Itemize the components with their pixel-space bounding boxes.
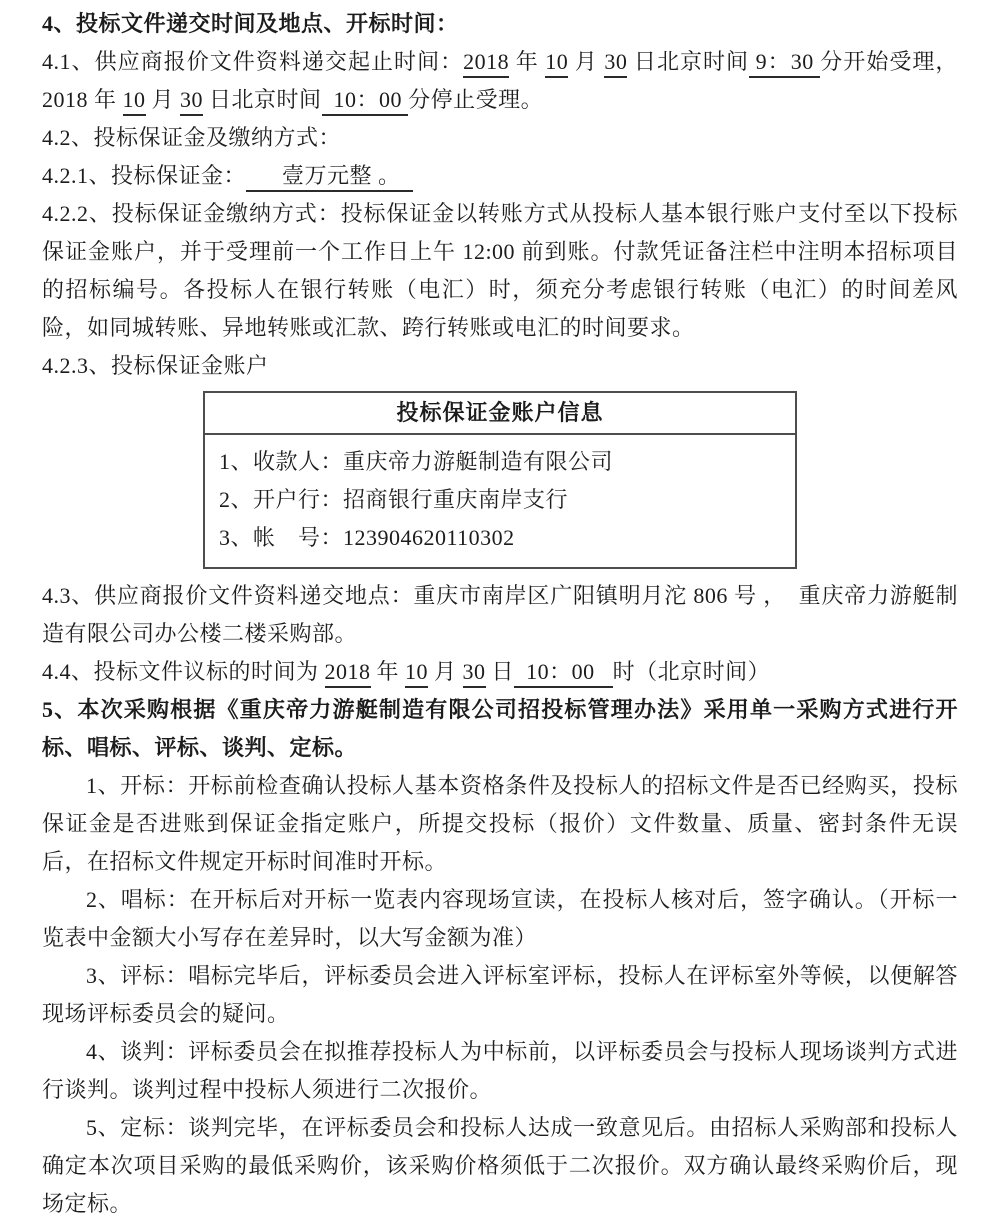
text-run: 4.2.1、投标保证金： — [42, 163, 247, 188]
underlined-fill-in: 30 — [463, 659, 486, 688]
text-run: 4.2.3、投标保证金账户 — [42, 353, 269, 378]
text-run: 4.2、投标保证金及缴纳方式： — [42, 125, 342, 150]
text-run: 分开始受理，2018 年 — [42, 49, 958, 112]
para-4-4 — [42, 653, 958, 691]
text-run: 月 — [568, 49, 605, 74]
deposit-account-table — [203, 391, 797, 569]
underlined-fill-in: 10 — [123, 87, 146, 116]
underlined-fill-in: 壹万元整 。 — [246, 163, 413, 192]
para-4-2 — [42, 119, 958, 157]
underlined-fill-in: 10：00 — [514, 659, 613, 688]
text-run: 月 — [145, 87, 181, 112]
heading-section-4 — [42, 5, 958, 43]
text-run: 4.4、投标文件议标的时间为 — [42, 659, 325, 684]
para-4-2-3 — [42, 347, 958, 385]
text-run: 日北京时间 — [203, 87, 322, 112]
underlined-fill-in: 2018 — [325, 659, 371, 688]
text-run: 2、唱标：在开标后对开标一览表内容现场宣读，在投标人核对后，签字确认。（开标一览表中金额大小写存在差异时，以大写金额为准） — [42, 887, 958, 950]
para-5-5 — [42, 1109, 958, 1223]
text-run: 5、本次采购根据《重庆帝力游艇制造有限公司招投标管理办法》采用单一采购方式进行开标、唱标、评标、谈判、定标。 — [42, 697, 958, 760]
para-5-1 — [42, 767, 958, 881]
para-5-2 — [42, 881, 958, 957]
table-header: 投标保证金账户信息 — [205, 393, 795, 435]
text-run: 4.3、供应商报价文件资料递交地点：重庆市南岸区广阳镇明月沱 806 号 ， 重庆帝力游艇制造有限公司办公楼二楼采购部。 — [42, 583, 958, 646]
text-run: 1、开标：开标前检查确认投标人基本资格条件及投标人的招标文件是否已经购买，投标保证金是否进账到保证金指定账户，所提交投标（报价）文件数量、质量、密封条件无误后，在招标文件规定开标时间准时开标。 — [42, 773, 958, 874]
document-body — [42, 5, 958, 1223]
heading-section-5 — [42, 691, 958, 767]
text-run: 4、谈判：评标委员会在拟推荐投标人为中标前，以评标委员会与投标人现场谈判方式进行谈判。谈判过程中投标人须进行二次报价。 — [42, 1039, 958, 1102]
para-4-3 — [42, 577, 958, 653]
text-run: 时（北京时间） — [612, 659, 771, 684]
text-run: 年 — [370, 659, 406, 684]
table-row: 1、收款人：重庆帝力游艇制造有限公司 — [219, 449, 614, 474]
underlined-fill-in: 9：30 — [749, 49, 820, 78]
text-run: 日北京时间 — [627, 49, 750, 74]
table-body — [205, 435, 795, 567]
para-4-1 — [42, 43, 958, 119]
text-run: 4、投标文件递交时间及地点、开标时间： — [42, 11, 459, 36]
underlined-fill-in: 30 — [604, 49, 627, 78]
text-run: 月 — [428, 659, 463, 684]
table-row: 2、开户行：招商银行重庆南岸支行 — [219, 487, 569, 512]
text-run: 5、定标：谈判完毕，在评标委员会和投标人达成一致意见后。由招标人采购部和投标人确定本次项目采购的最低采购价，该采购价格须低于二次报价。双方确认最终采购价后，现场定标。 — [42, 1115, 958, 1216]
underlined-fill-in: 10 — [545, 49, 568, 78]
text-run: 分停止受理。 — [408, 87, 544, 112]
text-run: 3、评标：唱标完毕后，评标委员会进入评标室评标，投标人在评标室外等候，以便解答现场评标委员会的疑问。 — [42, 963, 958, 1026]
para-5-4 — [42, 1033, 958, 1109]
underlined-fill-in: 30 — [180, 87, 203, 116]
text-run: 4.1、供应商报价文件资料递交起止时间： — [42, 49, 464, 74]
text-run: 4.2.2、投标保证金缴纳方式：投标保证金以转账方式从投标人基本银行账户支付至以下投标保证金账户，并于受理前一个工作日上午 12:00 前到账。付款凭证备注栏中注明本招标项目的招标编号。各投标人在银行转账（电汇）时，须充分考虑银行转账（电汇）的时间差风险，如同城转账、异地转账或汇款、跨行转账或电汇的时间要求。 — [42, 201, 958, 340]
underlined-fill-in: 10 — [405, 659, 428, 688]
underlined-fill-in: 10：00 — [322, 87, 409, 116]
text-run: 年 — [509, 49, 546, 74]
para-4-2-1 — [42, 157, 958, 195]
table-row: 3、帐 号：123904620110302 — [219, 525, 515, 550]
underlined-fill-in: 2018 — [463, 49, 509, 78]
para-5-3 — [42, 957, 958, 1033]
para-4-2-2 — [42, 195, 958, 347]
text-run: 日 — [485, 659, 515, 684]
